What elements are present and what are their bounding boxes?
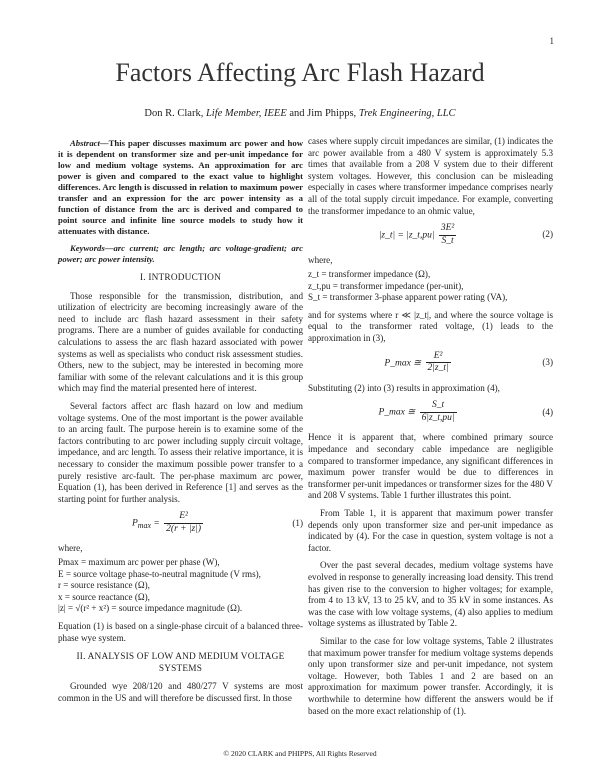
eq3-lhs: P_max ≅ bbox=[384, 357, 422, 368]
abstract bbox=[58, 138, 303, 237]
eq2-denominator: S_t bbox=[441, 235, 454, 246]
definition-item: Pmax = maximum arc power per phase (W), bbox=[58, 557, 220, 568]
right-paragraph-7: Similar to the case for low voltage systems, Table 2 illustrates that maximum power transfer for medium voltage systems depends only upon transformer size and per-unit impedance, not system voltage. However, both Tables 1 and 2 are based on an approximation for maximum power transfer. Accordingly, it is worthwhile to determine how different the answers would be if based on the more exact relationship of (1). bbox=[308, 635, 553, 716]
eq4-numerator: S_t bbox=[420, 400, 457, 413]
intro-paragraph-2: Several factors affect arc flash hazard on low and medium voltage systems. One of the most important is the power available to an arcing fault. The purpose herein is to examine some of the factors contributing to arc power including supply circuit voltage, impedance, and arc length. To assess their relative importance, it is necessary to consider the maximum possible power transfer to a purely resistive arc-fault. The per-phase maximum arc power, Equation (1), has been derived in Reference [1] and serves as the starting point for further analysis. bbox=[58, 400, 303, 504]
where-label-2: where, bbox=[308, 255, 333, 266]
definition-item: x = source reactance (Ω), bbox=[58, 591, 150, 602]
eq4-tag: (4) bbox=[542, 406, 553, 417]
keywords-lead: Keywords— bbox=[70, 243, 114, 253]
right-paragraph-5: From Table 1, it is apparent that maximum power transfer depends only upon transformer size and per-unit impedance as indicated by (4). For the case in question, system voltage is not a factor. bbox=[308, 508, 553, 553]
eq3-tag: (3) bbox=[542, 356, 553, 367]
right-paragraph-6: Over the past several decades, medium voltage systems have evolved in response to generally increasing load density. This trend has given rise to the conversion to higher voltages; for example, from 4 to 13 kV, 13 to 25 kV, and to 35 kV in some instances. As was the case with low voltage systems, (4) also applies to medium voltage systems as illustrated by Table 2. bbox=[308, 560, 553, 629]
right-paragraph-1: cases where supply circuit impedances are similar, (1) indicates the arc power available from a 480 V system is approximately 5.3 times that available from a 208 V system due to their different system voltages. However, this conclusion can be misleading especially in cases where transformer impedance comprises nearly all of the total supply circuit impedance. For example, converting the transformer impedance to an ohmic value, bbox=[308, 136, 553, 216]
author-2-name: and Jim Phipps, bbox=[286, 108, 359, 119]
author-1-affiliation: Life Member, IEEE bbox=[205, 108, 287, 119]
eq1-denominator: 2(r + |z|) bbox=[166, 523, 202, 534]
where-label-1: where, bbox=[58, 543, 83, 554]
section-heading-analysis: II. ANALYSIS OF LOW AND MEDIUM VOLTAGE SYSTEMS bbox=[76, 652, 285, 674]
author-1-name: Don R. Clark, bbox=[144, 108, 206, 119]
eq2-tag: (2) bbox=[542, 229, 553, 240]
equation-4 bbox=[308, 400, 553, 424]
page-number: 1 bbox=[549, 36, 554, 46]
eq4-lhs: P_max ≅ bbox=[378, 407, 416, 418]
abstract-text: This paper discusses maximum arc power and how it is dependent on transformer size and per-unit impedance for low and medium voltage systems. An approximation for arc power is given and compared to the exact value to highlight differences. Arc length is discussed in relation to maximum power transfer and an expression for the arc power intensity as a function of distance from the arc is derived and compared to point source and infinite line source models to study how it attenuates with distance. bbox=[58, 138, 303, 236]
eq3-numerator: E² bbox=[426, 351, 451, 364]
equation-3 bbox=[308, 351, 553, 375]
right-paragraph-2: and for systems where r ≪ |z_t|, and where the source voltage is equal to the transformer rated voltage, (1) leads to the approximation in (3), bbox=[308, 309, 553, 343]
eq1-lhs-sub: max bbox=[137, 521, 151, 531]
eq4-denominator: 6|z_t,pu| bbox=[421, 412, 455, 423]
definition-item: S_t = transformer 3-phase apparent power rating (VA), bbox=[308, 292, 508, 303]
definition-item: |z| = √(r² + x²) = source impedance magnitude (Ω). bbox=[58, 603, 243, 614]
equation-2 bbox=[308, 223, 553, 247]
definition-item: z_t = transformer impedance (Ω), bbox=[308, 268, 431, 279]
definitions-list-2 bbox=[308, 269, 553, 304]
left-paragraph-4: Grounded wye 208/120 and 480/277 V systems are most common in the US and will therefore be discussed first. In those bbox=[58, 681, 303, 703]
right-column bbox=[308, 136, 553, 723]
definition-item: z_t,pu = transformer impedance (per-unit), bbox=[308, 280, 464, 291]
intro-paragraph-1: Those responsible for the transmission, distribution, and utilization of electricity are becoming increasingly aware of the need to include arc flash hazard assessment in their safety programs. There are a number of guides available for conducting calculations to assess the arc flash hazard associated with power systems as well as specialists who conduct risk assessment studies. Others, new to the subject, may be interested in becoming more familiar with some of the relevant calculations and it is this group which may find the material presented here of interest. bbox=[58, 290, 303, 394]
authors-line bbox=[0, 108, 600, 119]
right-paragraph-4: Hence it is apparent that, where combined primary source impedance and secondary cable impedance are negligible compared to transformer impedance, any significant differences in maximum power transfer would be due to differences in transformer per-unit impedances or transformer sizes for the 480 V and 208 V systems. Table 1 further illustrates this point. bbox=[308, 432, 553, 501]
eq2-lhs: |z_t| = |z_t,pu| bbox=[378, 230, 435, 241]
eq1-tag: (1) bbox=[292, 517, 303, 528]
author-2-affiliation: Trek Engineering, LLC bbox=[358, 108, 456, 119]
paper-title: Factors Affecting Arc Flash Hazard bbox=[115, 58, 485, 87]
eq3-denominator: 2|z_t| bbox=[427, 363, 449, 374]
definition-item: E = source voltage phase-to-neutral magnitude (V rms), bbox=[58, 568, 261, 579]
keywords bbox=[58, 243, 303, 265]
eq1-lhs: P bbox=[131, 518, 138, 529]
abstract-lead: Abstract— bbox=[70, 138, 109, 148]
keywords-text: arc current; arc length; arc voltage-gradient; arc power; arc power intensity. bbox=[58, 243, 303, 264]
eq1-numerator: E² bbox=[164, 511, 203, 524]
copyright-footer: © 2020 CLARK and PHIPPS, All Rights Reserved bbox=[223, 749, 377, 758]
left-column bbox=[58, 138, 303, 711]
left-paragraph-3: Equation (1) is based on a single-phase circuit of a balanced three-phase wye system. bbox=[58, 621, 303, 643]
eq2-numerator: 3E² bbox=[439, 223, 456, 236]
definition-item: r = source resistance (Ω), bbox=[58, 580, 150, 591]
definitions-list-1 bbox=[58, 557, 303, 615]
equation-1: $P_{max}$ = $\frac{\text{E²}}{2(r + |z|)}$ (1) bbox=[131, 511, 303, 534]
right-paragraph-3: Substituting (2) into (3) results in approximation (4), bbox=[308, 382, 500, 393]
section-heading-introduction: I. INTRODUCTION bbox=[140, 273, 221, 283]
